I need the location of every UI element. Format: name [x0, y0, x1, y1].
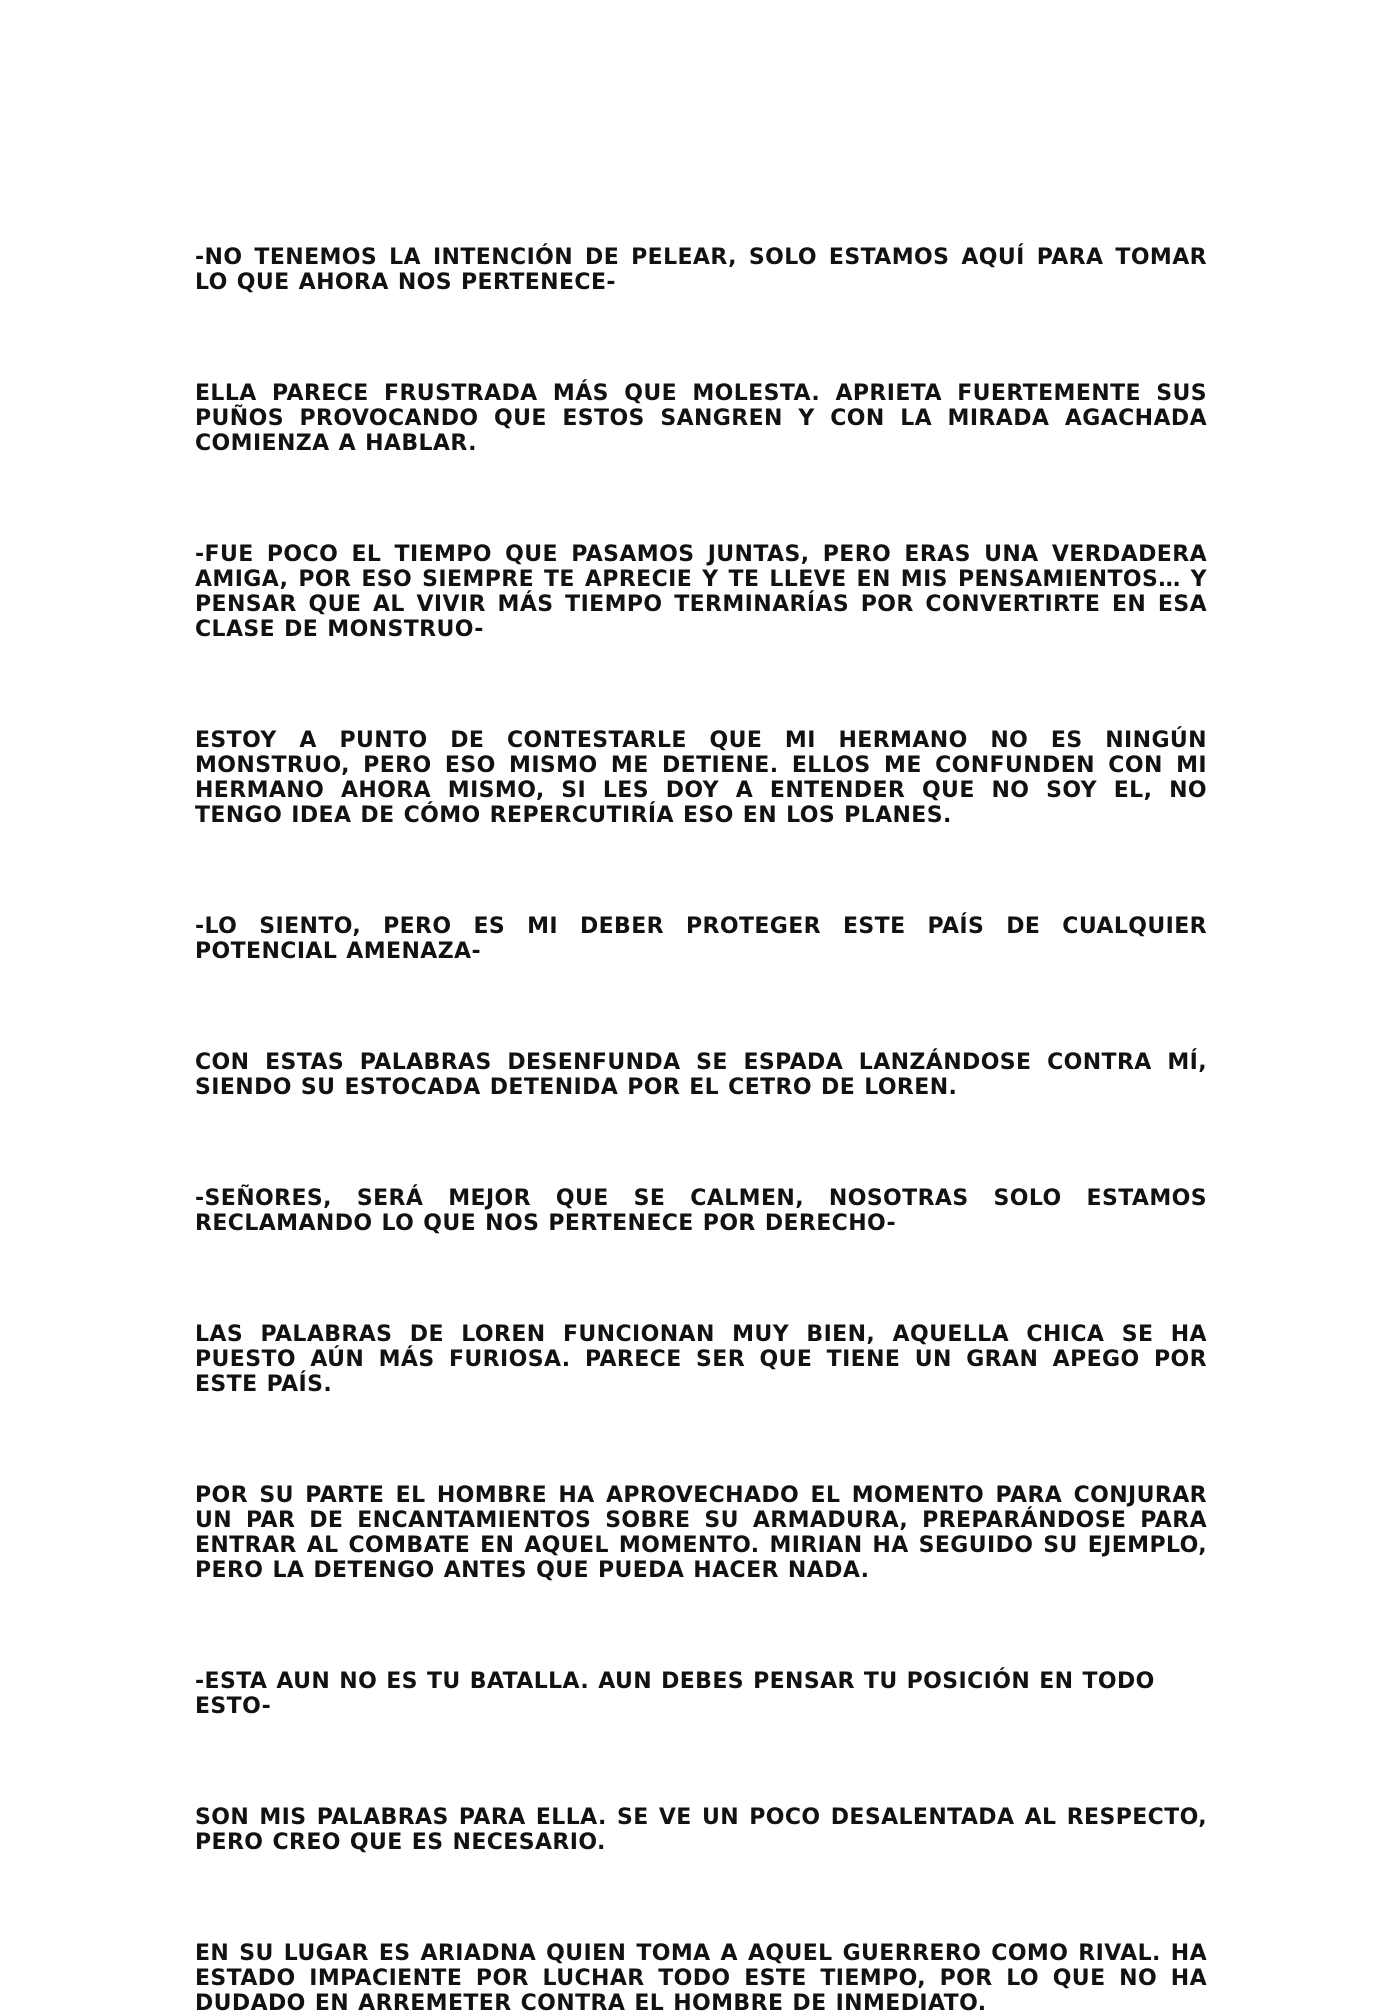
narration-paragraph: EN SU LUGAR ES ARIADNA QUIEN TOMA A AQUEL GUERRERO COMO RIVAL. HA ESTADO IMPACIENTE POR LUCHAR TODO ESTE TIEMPO, POR LO QUE NO HA DUDADO EN ARREMETER CONTRA EL HOMBRE DE INMEDIATO. [195, 1941, 1207, 2016]
narration-paragraph: LAS PALABRAS DE LOREN FUNCIONAN MUY BIEN, AQUELLA CHICA SE HA PUESTO AÚN MÁS FURIOSA. PARECE SER QUE TIENE UN GRAN APEGO POR ESTE PAÍS. [195, 1322, 1207, 1397]
narration-paragraph: SON MIS PALABRAS PARA ELLA. SE VE UN POCO DESALENTADA AL RESPECTO, PERO CREO QUE ES NECESARIO. [195, 1805, 1207, 1855]
dialogue-paragraph: -NO TENEMOS LA INTENCIÓN DE PELEAR, SOLO ESTAMOS AQUÍ PARA TOMAR LO QUE AHORA NOS PERTENECE- [195, 245, 1207, 295]
narration-paragraph: POR SU PARTE EL HOMBRE HA APROVECHADO EL MOMENTO PARA CONJURAR UN PAR DE ENCANTAMIENTOS SOBRE SU ARMADURA, PREPARÁNDOSE PARA ENTRAR AL COMBATE EN AQUEL MOMENTO. MIRIAN HA SEGUIDO SU EJEMPLO, PERO LA DETENGO ANTES QUE PUEDA HACER NADA. [195, 1483, 1207, 1583]
narration-paragraph: ELLA PARECE FRUSTRADA MÁS QUE MOLESTA. APRIETA FUERTEMENTE SUS PUÑOS PROVOCANDO QUE ESTOS SANGREN Y CON LA MIRADA AGACHADA COMIENZA A HABLAR. [195, 381, 1207, 456]
narration-paragraph: ESTOY A PUNTO DE CONTESTARLE QUE MI HERMANO NO ES NINGÚN MONSTRUO, PERO ESO MISMO ME DETIENE. ELLOS ME CONFUNDEN CON MI HERMANO AHORA MISMO, SI LES DOY A ENTENDER QUE NO SOY EL, NO TENGO IDEA DE CÓMO REPERCUTIRÍA ESO EN LOS PLANES. [195, 728, 1207, 828]
dialogue-paragraph: -SEÑORES, SERÁ MEJOR QUE SE CALMEN, NOSOTRAS SOLO ESTAMOS RECLAMANDO LO QUE NOS PERTENECE POR DERECHO- [195, 1186, 1207, 1236]
dialogue-paragraph: -ESTA AUN NO ES TU BATALLA. AUN DEBES PENSAR TU POSICIÓN EN TODO ESTO- [195, 1669, 1155, 1719]
dialogue-paragraph: -FUE POCO EL TIEMPO QUE PASAMOS JUNTAS, PERO ERAS UNA VERDADERA AMIGA, POR ESO SIEMPRE TE APRECIE Y TE LLEVE EN MIS PENSAMIENTOS… Y PENSAR QUE AL VIVIR MÁS TIEMPO TERMINARÍAS POR CONVERTIRTE EN ESA CLASE DE MONSTRUO- [195, 542, 1207, 642]
dialogue-paragraph: -LO SIENTO, PERO ES MI DEBER PROTEGER ESTE PAÍS DE CUALQUIER POTENCIAL AMENAZA- [195, 914, 1207, 964]
narration-paragraph: CON ESTAS PALABRAS DESENFUNDA SE ESPADA LANZÁNDOSE CONTRA MÍ, SIENDO SU ESTOCADA DETENIDA POR EL CETRO DE LOREN. [195, 1050, 1207, 1100]
story-text [195, 245, 1207, 2016]
